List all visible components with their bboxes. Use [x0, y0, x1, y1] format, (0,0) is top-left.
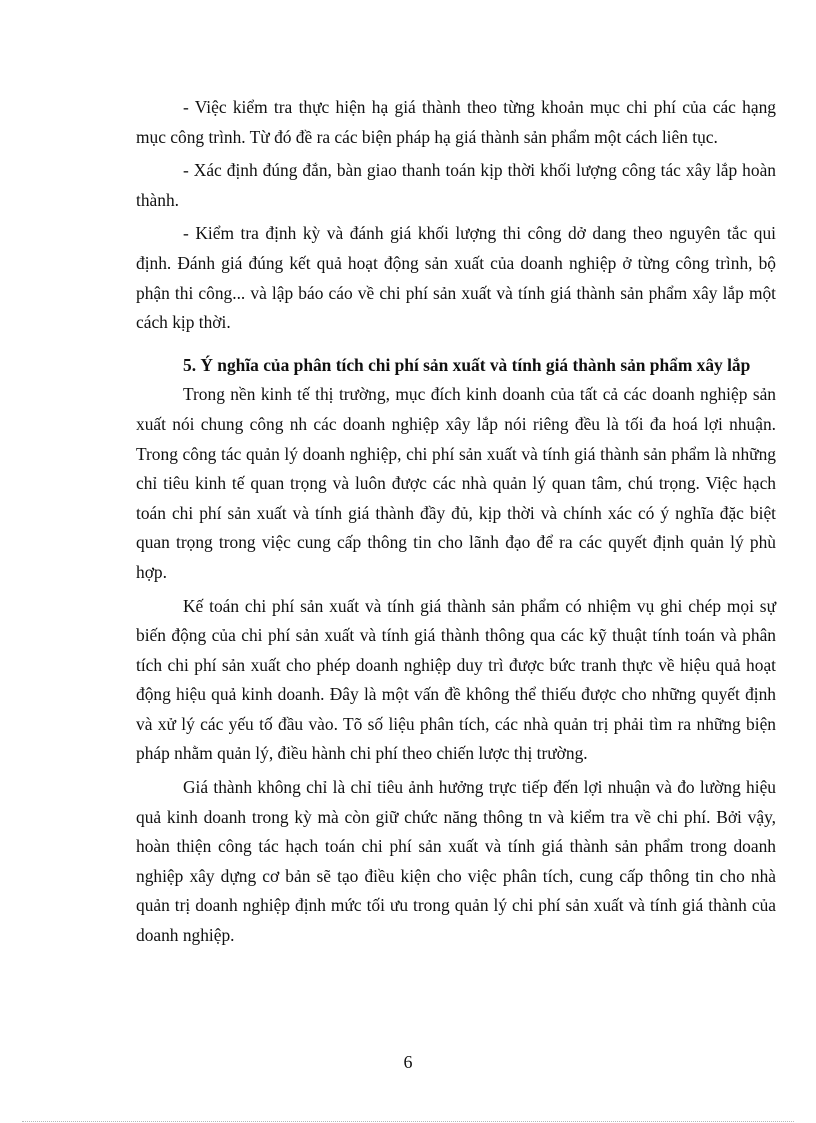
bullet-paragraph-1: - Việc kiểm tra thực hiện hạ giá thành theo từng khoản mục chi phí của các hạng mục công trình. Từ đó đề ra các biện pháp hạ giá thành sản phẩm một cách liên tục. [136, 97, 776, 147]
page-number: 6 [403, 1052, 413, 1072]
footer-divider [22, 1121, 794, 1122]
section-heading: 5. Ý nghĩa của phân tích chi phí sản xuất và tính giá thành sản phẩm xây lắp [183, 354, 751, 375]
bullet-paragraph-3: - Kiểm tra định kỳ và đánh giá khối lượng thi công dở dang theo nguyên tắc qui định. Đánh giá đúng kết quả hoạt động sản xuất của doanh nghiệp ở từng công trình, bộ phận thi công... và lập báo cáo về chi phí sản xuất và tính giá thành sản phẩm xây lắp một cách kịp thời. [136, 223, 776, 333]
body-paragraph-1: Trong nền kinh tế thị trường, mục đích kinh doanh của tất cả các doanh nghiệp sản xuất nói chung công nh các doanh nghiệp xây lắp nói riêng đều là tối đa hoá lợi nhuận. Trong công tác quản lý doanh nghiệp, chi phí sản xuất và tính giá thành sản phẩm là những chỉ tiêu kinh tế quan trọng và luôn được các nhà quản lý quan tâm, chú trọng. Việc hạch toán chi phí sản xuất và tính giá thành đầy đủ, kịp thời và chính xác có ý nghĩa đặc biệt quan trọng trong việc cung cấp thông tin cho lãnh đạo để ra các quyết định quản lý phù hợp. [136, 384, 776, 582]
page-content [136, 93, 776, 955]
bullet-paragraph-2: - Xác định đúng đắn, bàn giao thanh toán kịp thời khối lượng công tác xây lắp hoàn thành. [136, 160, 776, 210]
body-paragraph-2: Kế toán chi phí sản xuất và tính giá thành sản phẩm có nhiệm vụ ghi chép mọi sự biến động của chi phí sản xuất và tính giá thành thông qua các kỹ thuật tính toán và phân tích chi phí sản xuất cho phép doanh nghiệp duy trì được bức tranh thực về hiệu quả hoạt động hiệu quả kinh doanh. Đây là một vấn đề không thể thiếu được cho những quyết định và xử lý các yếu tố đầu vào. Tõ số liệu phân tích, các nhà quản trị phải tìm ra những biện pháp nhằm quản lý, điều hành chi phí theo chiến lược thị trường. [136, 595, 776, 764]
body-paragraph-3: Giá thành không chỉ là chỉ tiêu ảnh hưởng trực tiếp đến lợi nhuận và đo lường hiệu quả kinh doanh trong kỳ mà còn giữ chức năng thông tn và kiểm tra về chi phí. Bởi vậy, hoàn thiện công tác hạch toán chi phí sản xuất và tính giá thành sản phẩm trong doanh nghiệp xây dựng cơ bản sẽ tạo điều kiện cho việc phân tích, cung cấp thông tin cho nhà quản trị doanh nghiệp định mức tối ưu trong quản lý chi phí sản xuất và tính giá thành của doanh nghiệp. [136, 777, 776, 946]
